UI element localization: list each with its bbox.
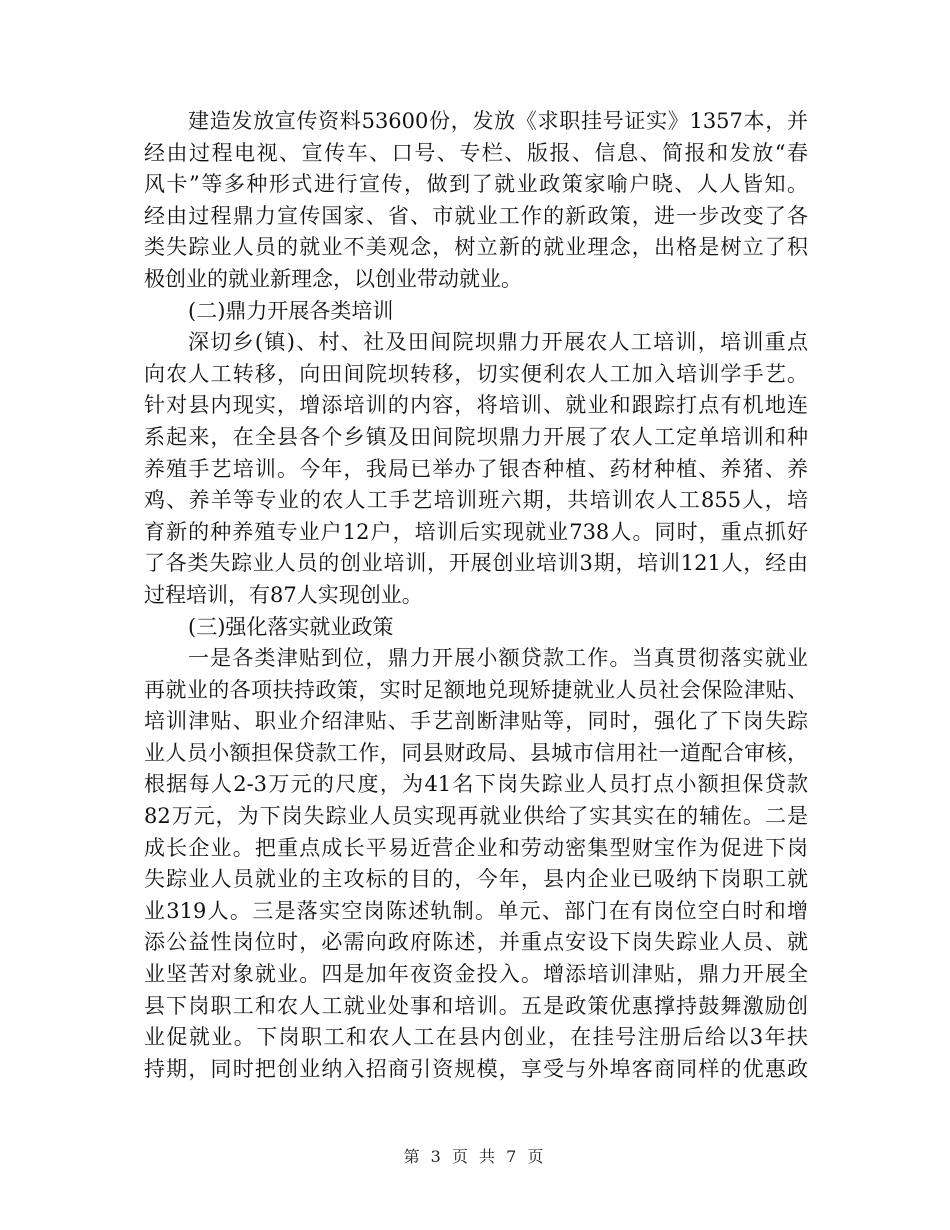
text-line: 经由过程鼎力宣传国家、省、市就业工作的新政策，进一步改变了各: [144, 203, 808, 228]
text-line: 82万元，为下岗失踪业人员实现再就业供给了实其实在的辅佐。二是: [144, 804, 808, 829]
text-line: 针对县内现实，增添培训的内容，将培训、就业和跟踪打点有机地连: [144, 393, 808, 418]
text-line: 业319人。三是落实空岗陈述轨制。单元、部门在有岗位空白时和增: [144, 898, 808, 923]
document-body: [144, 106, 808, 1085]
text-line: 鸡、养羊等专业的农人工手艺培训班六期，共培训农人工855人，培: [144, 488, 808, 513]
text-line: 县下岗职工和农人工就业处事和培训。五是政策优惠撑持鼓舞激励创: [144, 993, 808, 1018]
text-line: 业坚苦对象就业。四是加年夜资金投入。增添培训津贴，鼎力开展全: [144, 962, 808, 987]
text-line: 深切乡(镇)、村、社及田间院坝鼎力开展农人工培训，培训重点: [188, 330, 808, 355]
section-heading: (三)强化落实就业政策: [188, 614, 394, 639]
text-line: 业促就业。下岗职工和农人工在县内创业，在挂号注册后给以3年扶: [144, 1025, 808, 1050]
text-line: 持期，同时把创业纳入招商引资规模，享受与外埠客商同样的优惠政: [144, 1056, 808, 1081]
page-number-footer: 第 3 页 共 7 页: [403, 1147, 547, 1166]
text-line: 业人员小额担保贷款工作，同县财政局、县城市信用社一道配合审核，: [144, 740, 808, 765]
text-line: 育新的种养殖专业户12户，培训后实现就业738人。同时，重点抓好: [144, 519, 808, 544]
text-line: 向农人工转移，向田间院坝转移，切实便利农人工加入培训学手艺。: [144, 361, 808, 386]
text-line: 风卡”等多种形式进行宣传，做到了就业政策家喻户晓、人人皆知。: [144, 172, 808, 197]
text-line: 再就业的各项扶持政策，实时足额地兑现矫捷就业人员社会保险津贴、: [144, 677, 808, 702]
text-line: 了各类失踪业人员的创业培训，开展创业培训3期，培训121人，经由: [144, 551, 808, 576]
text-line: 成长企业。把重点成长平易近营企业和劳动密集型财宝作为促进下岗: [144, 835, 808, 860]
text-line: 过程培训，有87人实现创业。: [144, 582, 423, 607]
text-line: 极创业的就业新理念，以创业带动就业。: [144, 266, 522, 291]
text-line: 经由过程电视、宣传车、口号、专栏、版报、信息、简报和发放“春: [144, 140, 808, 165]
text-line: 系起来，在全县各个乡镇及田间院坝鼎力开展了农人工定单培训和种: [144, 424, 808, 449]
text-line: 失踪业人员就业的主攻标的目的，今年，县内企业已吸纳下岗职工就: [144, 867, 808, 892]
section-heading: (二)鼎力开展各类培训: [188, 298, 394, 323]
text-line: 建造发放宣传资料53600份，发放《求职挂号证实》1357本，并: [188, 109, 808, 133]
text-line: 养殖手艺培训。今年，我局已举办了银杏种植、药材种植、养猪、养: [144, 456, 808, 481]
text-line: 根据每人2-3万元的尺度，为41名下岗失踪业人员打点小额担保贷款: [144, 772, 808, 797]
text-line: 类失踪业人员的就业不美观念，树立新的就业理念，出格是树立了积: [144, 235, 808, 260]
text-line: 培训津贴、职业介绍津贴、手艺剖断津贴等，同时，强化了下岗失踪: [144, 709, 808, 734]
text-line: 添公益性岗位时，必需向政府陈述，并重点安设下岗失踪业人员、就: [144, 930, 808, 955]
text-line: 一是各类津贴到位，鼎力开展小额贷款工作。当真贯彻落实就业: [188, 646, 808, 671]
